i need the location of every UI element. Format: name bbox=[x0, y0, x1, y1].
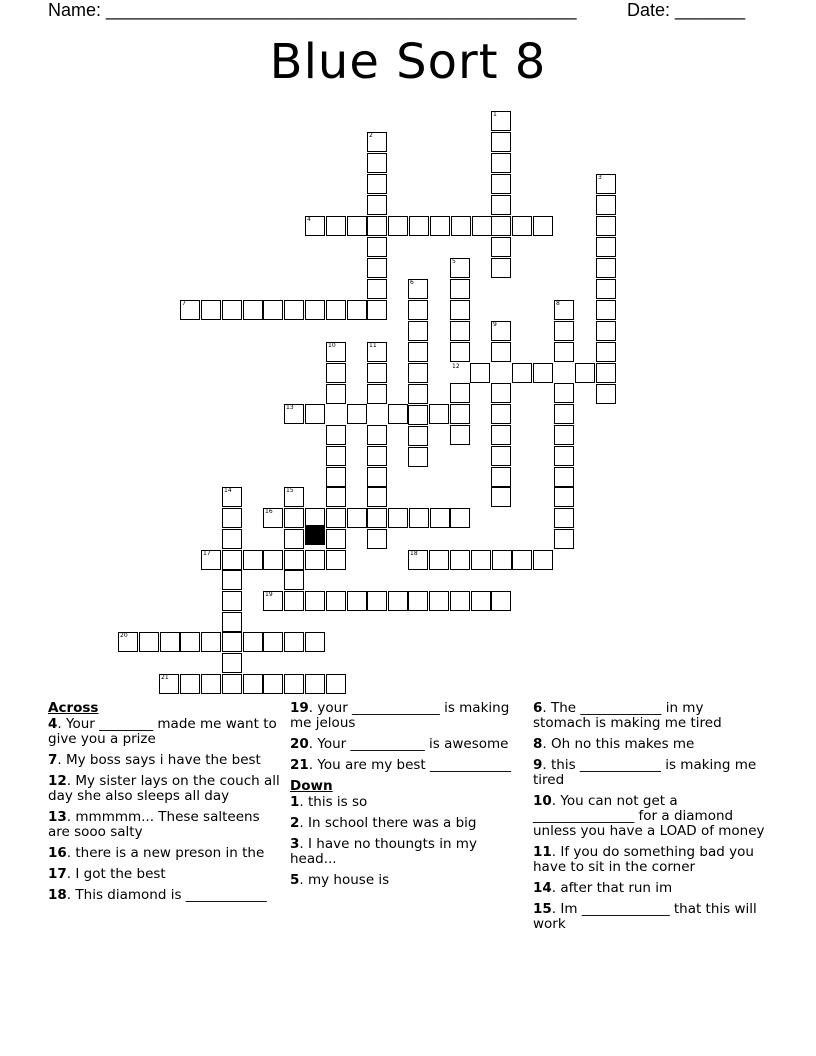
crossword-cell[interactable] bbox=[471, 550, 491, 570]
crossword-cell[interactable] bbox=[430, 216, 450, 236]
crossword-cell[interactable] bbox=[367, 279, 387, 299]
crossword-cell[interactable] bbox=[326, 384, 346, 404]
crossword-cell[interactable] bbox=[491, 174, 511, 194]
crossword-cell[interactable] bbox=[201, 300, 221, 320]
crossword-cell[interactable] bbox=[388, 404, 408, 424]
crossword-cell[interactable] bbox=[429, 591, 449, 611]
clue-item-text: This diamond is ____________ bbox=[75, 887, 267, 903]
down-clue-list-continued bbox=[533, 701, 765, 932]
crossword-cell[interactable] bbox=[471, 591, 491, 611]
crossword-cell[interactable] bbox=[367, 195, 387, 215]
crossword-cell[interactable] bbox=[284, 529, 304, 549]
crossword-cell[interactable] bbox=[347, 300, 367, 320]
crossword-cell[interactable] bbox=[408, 426, 428, 446]
crossword-cell[interactable] bbox=[491, 237, 511, 257]
crossword-cell[interactable] bbox=[367, 529, 387, 549]
clue-item: 5. my house is bbox=[290, 872, 390, 888]
crossword-cell[interactable] bbox=[243, 300, 263, 320]
clue-item-text: You are my best ____________ bbox=[317, 757, 511, 773]
crossword-cell[interactable] bbox=[491, 404, 511, 424]
crossword-cell[interactable] bbox=[347, 591, 367, 611]
clue-item-text: there is a new preson in the bbox=[75, 845, 265, 861]
crossword-cell[interactable] bbox=[326, 363, 346, 383]
crossword-cell[interactable] bbox=[367, 591, 387, 611]
clue-item-number: 16 bbox=[48, 845, 67, 861]
crossword-cell[interactable] bbox=[222, 632, 242, 652]
crossword-cell[interactable] bbox=[408, 363, 428, 383]
crossword-cell[interactable] bbox=[284, 550, 304, 570]
crossword-cell[interactable] bbox=[450, 508, 470, 528]
clue-number: 8 bbox=[556, 300, 560, 307]
crossword-cell[interactable] bbox=[451, 216, 471, 236]
crossword-cell[interactable] bbox=[554, 487, 574, 507]
clue-item-number: 21 bbox=[290, 757, 309, 773]
crossword-cell[interactable] bbox=[222, 550, 242, 570]
crossword-cell[interactable] bbox=[284, 300, 304, 320]
crossword-cell[interactable] bbox=[326, 674, 346, 694]
clue-item-number: 3 bbox=[290, 836, 300, 852]
crossword-cell[interactable] bbox=[305, 404, 325, 424]
clue-item-number: 18 bbox=[48, 887, 67, 903]
clue-item-number: 1 bbox=[290, 794, 300, 810]
clue-number: 18 bbox=[410, 550, 418, 557]
crossword-cell[interactable] bbox=[326, 467, 346, 487]
crossword-cell[interactable] bbox=[284, 570, 304, 590]
clue-item: 13. mmmmm... These salteens are sooo salty bbox=[48, 809, 260, 840]
crossword-cell[interactable] bbox=[491, 383, 511, 403]
crossword-cell[interactable] bbox=[326, 216, 346, 236]
crossword-cell[interactable] bbox=[450, 300, 470, 320]
crossword-cell[interactable] bbox=[596, 300, 616, 320]
crossword-cell[interactable] bbox=[575, 363, 595, 383]
crossword-cell[interactable] bbox=[596, 321, 616, 341]
clue-number: 20 bbox=[120, 632, 128, 639]
clue-item-text: Your ________ made me want to give you a prize bbox=[48, 716, 277, 747]
clue-item-number: 9 bbox=[533, 757, 543, 773]
clue-item-text: mmmmm... These salteens are sooo salty bbox=[48, 809, 260, 840]
crossword-cell[interactable] bbox=[263, 300, 283, 320]
crossword-cell[interactable] bbox=[305, 550, 325, 570]
crossword-cell[interactable] bbox=[180, 674, 200, 694]
clue-item-number: 12 bbox=[48, 773, 67, 789]
crossword-cell[interactable] bbox=[596, 279, 616, 299]
crossword-cell[interactable] bbox=[596, 258, 616, 278]
crossword-cell[interactable] bbox=[222, 591, 242, 611]
clue-number: 10 bbox=[328, 342, 336, 349]
crossword-cell[interactable] bbox=[491, 195, 511, 215]
crossword-cell[interactable] bbox=[367, 363, 387, 383]
crossword-cell[interactable] bbox=[596, 342, 616, 362]
crossword-cell[interactable] bbox=[408, 591, 428, 611]
clue-item-number: 19 bbox=[290, 700, 309, 716]
crossword-cell[interactable] bbox=[243, 674, 263, 694]
crossword-cell[interactable] bbox=[450, 342, 470, 362]
clue-number: 15 bbox=[286, 487, 294, 494]
clue-item-number: 10 bbox=[533, 793, 552, 809]
black-square bbox=[305, 525, 325, 545]
crossword-cell[interactable] bbox=[160, 632, 180, 652]
crossword-cell[interactable] bbox=[326, 529, 346, 549]
crossword-cell[interactable] bbox=[305, 300, 325, 320]
crossword-cell[interactable] bbox=[367, 384, 387, 404]
crossword-cell[interactable] bbox=[201, 674, 221, 694]
crossword-cell[interactable] bbox=[284, 674, 304, 694]
clue-item-number: 20 bbox=[290, 736, 309, 752]
clue-item-number: 11 bbox=[533, 844, 552, 860]
clues-column-3 bbox=[533, 701, 765, 938]
clue-item-number: 13 bbox=[48, 809, 67, 825]
crossword-cell[interactable] bbox=[472, 216, 492, 236]
crossword-cell[interactable] bbox=[596, 216, 616, 236]
clue-item-number: 14 bbox=[533, 880, 552, 896]
crossword-cell[interactable] bbox=[347, 404, 367, 424]
clue-item: 10. You can not get a _______________ for a diamond unless you have a LOAD of money bbox=[533, 793, 765, 839]
crossword-cell[interactable] bbox=[243, 550, 263, 570]
clue-number: 7 bbox=[182, 300, 186, 307]
crossword-cell[interactable] bbox=[367, 174, 387, 194]
clues-column-1 bbox=[48, 701, 280, 909]
crossword-cell[interactable] bbox=[367, 153, 387, 173]
crossword-cell[interactable] bbox=[388, 216, 408, 236]
clue-item-text: In school there was a big bbox=[308, 815, 477, 831]
clue-item: 3. I have no thoungts in my head... bbox=[290, 836, 477, 867]
clue-item: 6. The ____________ in my stomach is making me tired bbox=[533, 700, 722, 731]
clue-item: 16. there is a new preson in the bbox=[48, 845, 265, 861]
crossword-cell[interactable] bbox=[388, 508, 408, 528]
crossword-cell[interactable] bbox=[222, 570, 242, 590]
crossword-cell[interactable] bbox=[367, 487, 387, 507]
crossword-cell[interactable] bbox=[408, 342, 428, 362]
clue-number: 12 bbox=[452, 363, 460, 370]
down-clue-list bbox=[290, 795, 522, 888]
crossword-cell[interactable] bbox=[222, 612, 242, 632]
clue-number: 2 bbox=[369, 132, 373, 139]
crossword-cell[interactable] bbox=[429, 550, 449, 570]
crossword-cell[interactable] bbox=[491, 446, 511, 466]
crossword-cell[interactable] bbox=[554, 529, 574, 549]
crossword-cell[interactable] bbox=[512, 216, 532, 236]
crossword-cell[interactable] bbox=[326, 300, 346, 320]
clue-item-text: Your ___________ is awesome bbox=[317, 736, 509, 752]
clue-item: 2. In school there was a big bbox=[290, 815, 477, 831]
crossword-cell[interactable] bbox=[554, 383, 574, 403]
crossword-cell[interactable] bbox=[367, 446, 387, 466]
clue-item-text: I have no thoungts in my head... bbox=[290, 836, 477, 867]
clue-item-number: 7 bbox=[48, 752, 58, 768]
crossword-cell[interactable] bbox=[429, 404, 449, 424]
clue-item: 9. this ____________ is making me tired bbox=[533, 757, 757, 788]
clue-item-text: Im _____________ that this will work bbox=[533, 901, 757, 932]
crossword-cell[interactable] bbox=[367, 237, 387, 257]
clue-number: 17 bbox=[203, 550, 211, 557]
crossword-cell[interactable] bbox=[512, 363, 532, 383]
crossword-cell[interactable] bbox=[491, 153, 511, 173]
crossword-cell[interactable] bbox=[305, 632, 325, 652]
crossword-cell[interactable] bbox=[139, 632, 159, 652]
crossword-cell[interactable] bbox=[347, 508, 367, 528]
clue-number: 13 bbox=[286, 404, 294, 411]
crossword-cell[interactable] bbox=[284, 591, 304, 611]
crossword-cell[interactable] bbox=[284, 632, 304, 652]
crossword-cell[interactable] bbox=[222, 508, 242, 528]
clue-number: 4 bbox=[307, 216, 311, 223]
crossword-cell[interactable] bbox=[180, 632, 200, 652]
clue-item-number: 6 bbox=[533, 700, 543, 716]
clue-number: 3 bbox=[598, 174, 602, 181]
clue-item: 14. after that run im bbox=[533, 880, 673, 896]
crossword-cell[interactable] bbox=[408, 300, 428, 320]
clue-item-text: If you do something bad you have to sit in the corner bbox=[533, 844, 754, 875]
crossword-cell[interactable] bbox=[491, 216, 511, 236]
crossword-cell[interactable] bbox=[450, 425, 470, 445]
clue-item-text: Oh no this makes me bbox=[551, 736, 695, 752]
clue-item-number: 4 bbox=[48, 716, 58, 732]
crossword-cell[interactable] bbox=[326, 446, 346, 466]
crossword-cell[interactable] bbox=[388, 591, 408, 611]
crossword-cell[interactable] bbox=[491, 342, 511, 362]
crossword-cell[interactable] bbox=[554, 404, 574, 424]
crossword-cell[interactable] bbox=[596, 195, 616, 215]
crossword-cell[interactable] bbox=[367, 467, 387, 487]
date-field-label: Date: _______ bbox=[627, 0, 746, 20]
crossword-cell[interactable] bbox=[408, 384, 428, 404]
crossword-cell[interactable] bbox=[450, 321, 470, 341]
clue-item: 7. My boss says i have the best bbox=[48, 752, 261, 768]
page-title: Blue Sort 8 bbox=[269, 34, 547, 90]
clue-item-text: after that run im bbox=[560, 880, 673, 896]
crossword-cell[interactable] bbox=[347, 216, 367, 236]
clue-item: 12. My sister lays on the couch all day she also sleeps all day bbox=[48, 773, 280, 804]
down-heading: Down bbox=[290, 778, 333, 794]
crossword-cell[interactable] bbox=[243, 632, 263, 652]
clue-number: 14 bbox=[224, 487, 232, 494]
crossword-cell[interactable] bbox=[284, 508, 304, 528]
crossword-cell[interactable] bbox=[326, 487, 346, 507]
clue-number: 9 bbox=[493, 321, 497, 328]
clue-number: 19 bbox=[265, 591, 273, 598]
crossword-cell[interactable] bbox=[596, 237, 616, 257]
crossword-cell[interactable] bbox=[326, 425, 346, 445]
crossword-cell[interactable] bbox=[367, 425, 387, 445]
clues-column-2 bbox=[290, 701, 522, 894]
crossword-cell[interactable] bbox=[326, 591, 346, 611]
clue-item-text: The ____________ in my stomach is making me tired bbox=[533, 700, 722, 731]
crossword-cell[interactable] bbox=[201, 632, 221, 652]
crossword-cell[interactable] bbox=[491, 591, 511, 611]
crossword-cell[interactable] bbox=[326, 550, 346, 570]
crossword-cell[interactable] bbox=[491, 258, 511, 278]
clue-item-number: 8 bbox=[533, 736, 543, 752]
crossword-cell[interactable] bbox=[408, 447, 428, 467]
crossword-cell[interactable] bbox=[263, 550, 283, 570]
crossword-cell[interactable] bbox=[450, 404, 470, 424]
clue-item: 21. You are my best ____________ bbox=[290, 757, 511, 773]
clue-number: 1 bbox=[493, 111, 497, 118]
crossword-cell[interactable] bbox=[305, 591, 325, 611]
clue-item-text: You can not get a _______________ for a diamond unless you have a LOAD of money bbox=[533, 793, 765, 839]
crossword-cell[interactable] bbox=[554, 342, 574, 362]
clue-item-text: this ____________ is making me tired bbox=[533, 757, 757, 788]
crossword-cell[interactable] bbox=[470, 363, 490, 383]
crossword-cell[interactable] bbox=[263, 674, 283, 694]
crossword-cell[interactable] bbox=[408, 405, 428, 425]
clue-item: 4. Your ________ made me want to give you a prize bbox=[48, 716, 277, 747]
crossword-cell[interactable] bbox=[596, 384, 616, 404]
crossword-cell[interactable] bbox=[554, 508, 574, 528]
crossword-cell[interactable] bbox=[554, 425, 574, 445]
clue-item-number: 2 bbox=[290, 815, 300, 831]
crossword-cell[interactable] bbox=[491, 132, 511, 152]
clue-item-number: 17 bbox=[48, 866, 67, 882]
clue-item: 8. Oh no this makes me bbox=[533, 736, 695, 752]
name-field-label: Name: _______________________________________________ bbox=[48, 0, 577, 20]
crossword-cell[interactable] bbox=[222, 529, 242, 549]
crossword-cell[interactable] bbox=[512, 550, 532, 570]
clue-item-text: this is so bbox=[308, 794, 368, 810]
clue-item: 15. Im _____________ that this will work bbox=[533, 901, 757, 932]
crossword-cell[interactable] bbox=[367, 300, 387, 320]
crossword-cell[interactable] bbox=[408, 321, 428, 341]
crossword-cell[interactable] bbox=[367, 508, 387, 528]
clue-item: 11. If you do something bad you have to sit in the corner bbox=[533, 844, 754, 875]
crossword-cell[interactable] bbox=[492, 550, 512, 570]
clue-item: 17. I got the best bbox=[48, 866, 166, 882]
clue-number: 5 bbox=[452, 258, 456, 265]
clue-item: 19. your _____________ is making me jelous bbox=[290, 700, 510, 731]
crossword-cell[interactable] bbox=[367, 216, 387, 236]
crossword-cell[interactable] bbox=[367, 258, 387, 278]
crossword-cell[interactable] bbox=[326, 508, 346, 528]
crossword-cell[interactable] bbox=[222, 300, 242, 320]
clue-item-text: my house is bbox=[308, 872, 390, 888]
crossword-cell[interactable] bbox=[450, 383, 470, 403]
crossword-cell[interactable] bbox=[491, 487, 511, 507]
crossword-cell[interactable] bbox=[533, 363, 553, 383]
crossword-cell[interactable] bbox=[305, 674, 325, 694]
clue-item: 1. this is so bbox=[290, 794, 368, 810]
crossword-cell[interactable] bbox=[533, 216, 553, 236]
clue-item-number: 5 bbox=[290, 872, 300, 888]
across-clue-list bbox=[48, 717, 280, 903]
crossword-cell[interactable] bbox=[491, 425, 511, 445]
crossword-cell[interactable] bbox=[533, 550, 553, 570]
crossword-cell[interactable] bbox=[409, 216, 429, 236]
crossword-cell[interactable] bbox=[450, 550, 470, 570]
across-clue-list-continued bbox=[290, 701, 522, 773]
clue-item-text: I got the best bbox=[75, 866, 166, 882]
clue-number: 6 bbox=[410, 279, 414, 286]
crossword-cell[interactable] bbox=[491, 467, 511, 487]
clue-number: 11 bbox=[369, 342, 377, 349]
clue-item-text: your _____________ is making me jelous bbox=[290, 700, 510, 731]
crossword-cell[interactable] bbox=[222, 653, 242, 673]
crossword-cell[interactable] bbox=[554, 467, 574, 487]
crossword-cell[interactable] bbox=[222, 674, 242, 694]
clue-item: 20. Your ___________ is awesome bbox=[290, 736, 509, 752]
crossword-cell[interactable] bbox=[596, 363, 616, 383]
crossword-cell[interactable] bbox=[409, 508, 429, 528]
clue-item: 18. This diamond is ____________ bbox=[48, 887, 267, 903]
across-heading: Across bbox=[48, 700, 99, 716]
crossword-cell[interactable] bbox=[263, 632, 283, 652]
crossword-cell[interactable] bbox=[430, 508, 450, 528]
clue-item-number: 15 bbox=[533, 901, 552, 917]
clue-item-text: My boss says i have the best bbox=[66, 752, 261, 768]
crossword-cell[interactable] bbox=[450, 591, 470, 611]
clue-item-text: My sister lays on the couch all day she also sleeps all day bbox=[48, 773, 280, 804]
crossword-cell[interactable] bbox=[554, 321, 574, 341]
crossword-cell[interactable] bbox=[554, 446, 574, 466]
clue-number: 21 bbox=[161, 674, 169, 681]
clue-number: 16 bbox=[265, 508, 273, 515]
crossword-cell[interactable] bbox=[450, 279, 470, 299]
